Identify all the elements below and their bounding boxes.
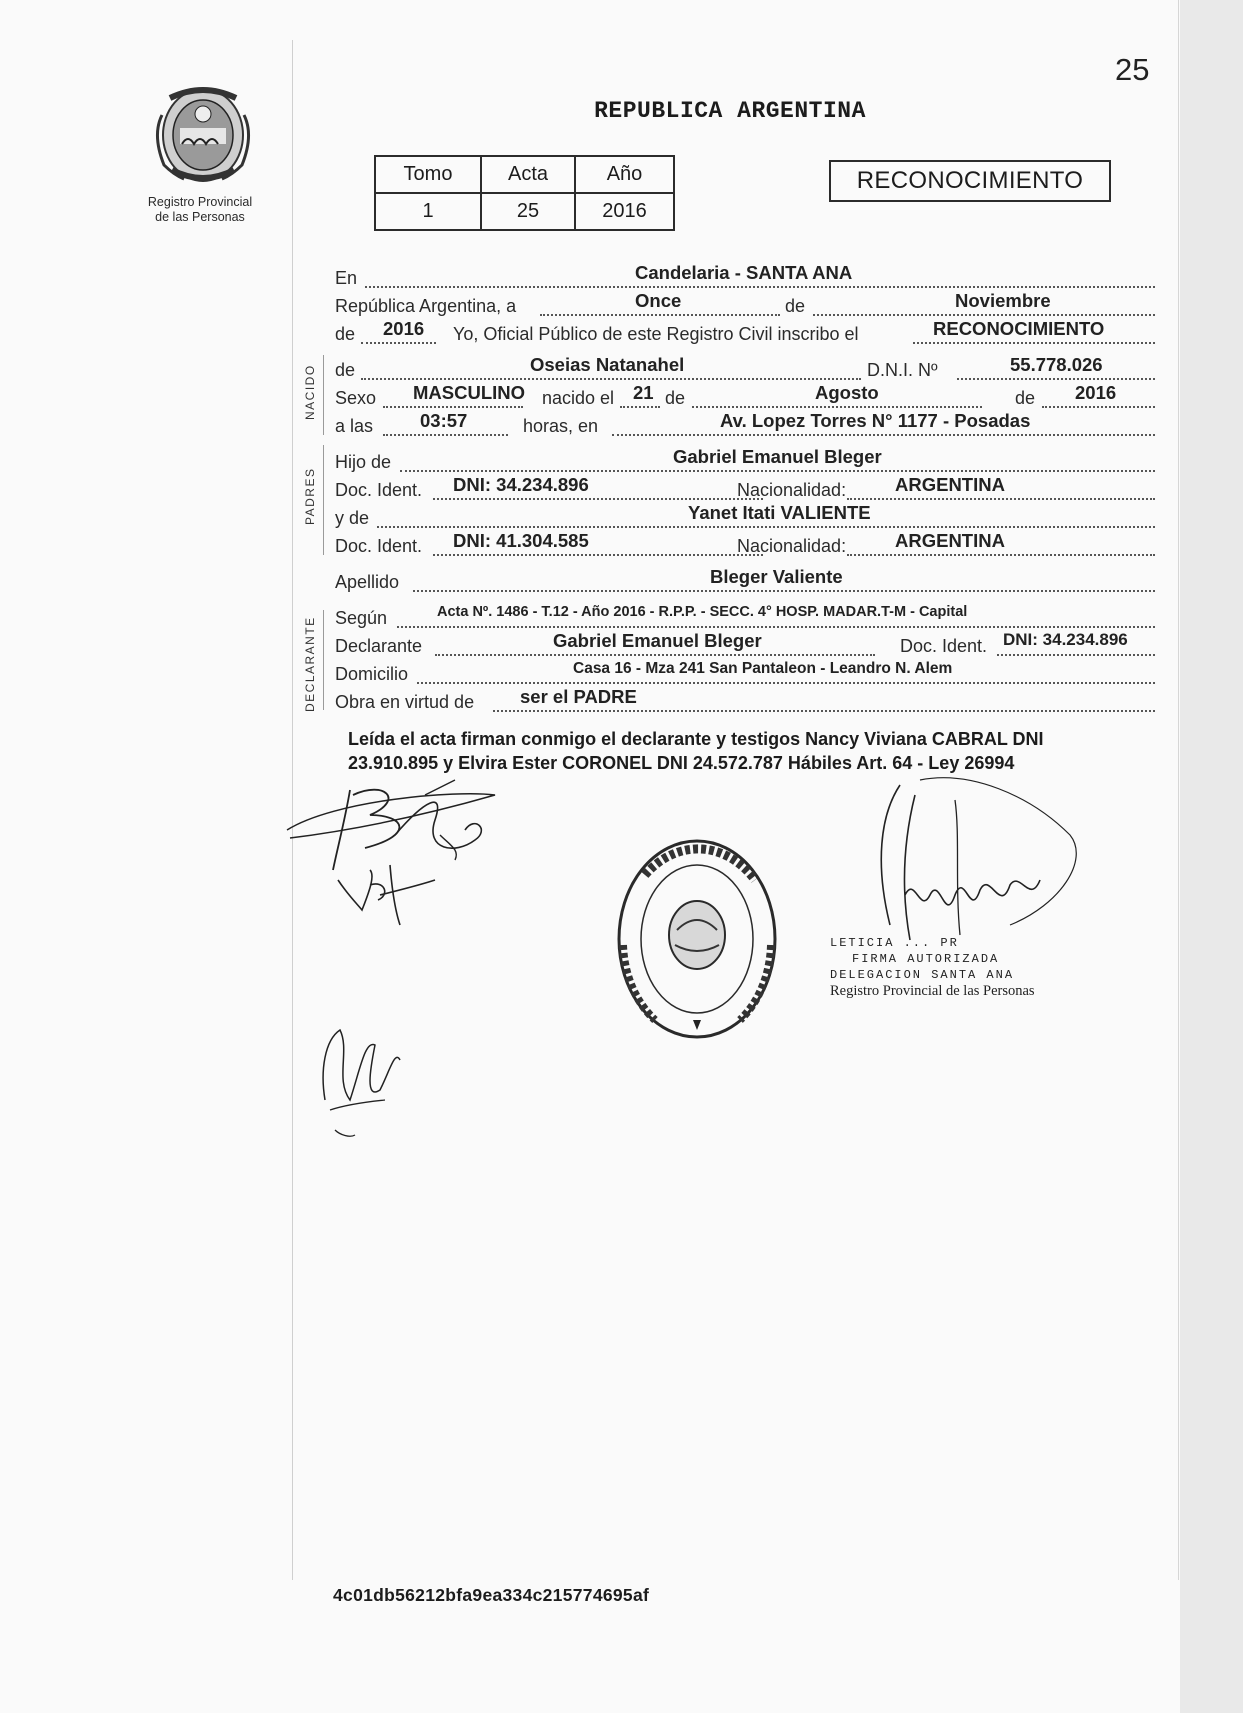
- row-obra: [335, 686, 1155, 714]
- act-type-box: RECONOCIMIENTO: [829, 160, 1111, 202]
- dotted-line: [413, 590, 1155, 592]
- value-ano: 2016: [575, 193, 674, 230]
- dotted-line: [383, 434, 508, 436]
- value-declarante-doc: DNI: 34.234.896: [1003, 630, 1128, 649]
- scan-margin: [1180, 0, 1243, 1713]
- label-a-las: a las: [335, 416, 374, 436]
- register-table-value-row: [375, 193, 674, 230]
- dotted-line: [692, 406, 982, 408]
- dotted-line: [435, 654, 875, 656]
- register-table-header-row: [375, 156, 674, 193]
- header-tomo: Tomo: [375, 156, 481, 193]
- label-de-year-birth: de: [1015, 388, 1036, 408]
- dotted-line: [361, 342, 436, 344]
- declarante-bracket: [323, 610, 324, 710]
- value-tomo: 1: [375, 193, 481, 230]
- witness-signature-2: [305, 1010, 415, 1150]
- dotted-line: [847, 498, 1155, 500]
- row-place: [335, 262, 1155, 290]
- document-hash: 4c01db56212bfa9ea334c215774695af: [333, 1585, 650, 1605]
- row-date: [335, 290, 1155, 318]
- row-segun: [335, 602, 1155, 630]
- label-de: de: [785, 296, 806, 316]
- row-father-doc: [335, 474, 1155, 502]
- value-birth-day: 21: [633, 382, 654, 403]
- official-stamp-line1: LETICIA ... PR: [830, 936, 959, 950]
- value-acta: 25: [481, 193, 575, 230]
- row-year: [335, 318, 1155, 346]
- label-apellido: Apellido: [335, 572, 400, 592]
- value-father-doc: DNI: 34.234.896: [453, 474, 589, 495]
- dotted-line: [361, 378, 861, 380]
- dotted-line: [397, 626, 1155, 628]
- label-de-name: de: [335, 360, 356, 380]
- value-declarante-name: Gabriel Emanuel Bleger: [553, 630, 762, 651]
- value-child-name: Oseias Natanahel: [530, 354, 685, 375]
- label-nacionalidad: Nacionalidad:: [737, 480, 847, 500]
- side-label-padres: PADRES: [303, 467, 317, 525]
- label-doc-ident-declarante: Doc. Ident.: [900, 636, 988, 656]
- official-stamp-text: [830, 935, 1035, 999]
- right-margin-rule: [1178, 0, 1179, 1580]
- value-mother-nationality: ARGENTINA: [895, 530, 1005, 551]
- row-mother-name: [335, 502, 1155, 530]
- dotted-line: [400, 470, 1155, 472]
- label-nacido-el: nacido el: [542, 388, 615, 408]
- row-sex-birth: [335, 382, 1155, 410]
- witness-signature-1: [330, 850, 450, 940]
- label-domicilio: Domicilio: [335, 664, 409, 684]
- value-birth-month: Agosto: [815, 382, 879, 403]
- dotted-line: [540, 314, 780, 316]
- row-domicilio: [335, 658, 1155, 686]
- label-en: En: [335, 268, 358, 288]
- value-mother-name: Yanet Itati VALIENTE: [688, 502, 871, 523]
- value-domicilio: Casa 16 - Mza 241 San Pantaleon - Leandro N. Alem: [573, 660, 953, 677]
- side-label-nacido: NACIDO: [303, 364, 317, 420]
- dotted-line: [913, 342, 1155, 344]
- value-day: Once: [635, 290, 682, 311]
- row-birth-time-place: [335, 410, 1155, 438]
- label-yo: Yo, Oficial Público de este Registro Civil inscribo el: [453, 324, 859, 344]
- row-apellido: [335, 566, 1155, 594]
- row-father-name: [335, 446, 1155, 474]
- value-apellido: Bleger Valiente: [710, 566, 843, 587]
- misiones-crest-logo: [148, 80, 258, 188]
- dotted-line: [997, 654, 1155, 656]
- padres-bracket: [323, 445, 324, 555]
- side-label-declarante: DECLARANTE: [303, 616, 317, 712]
- header-acta: Acta: [481, 156, 575, 193]
- crest-caption: [130, 195, 270, 225]
- value-birth-place: Av. Lopez Torres N° 1177 - Posadas: [720, 410, 1031, 431]
- closing-statement: Leída el acta firman conmigo el declarante y testigos Nancy Viviana CABRAL DNI 23.910.895 y Elvira Ester CORONEL DNI 24.572.787 Hábiles Art. 64 - Ley 26994: [348, 729, 1044, 773]
- official-stamp-line2: FIRMA AUTORIZADA: [852, 952, 1000, 966]
- label-sexo: Sexo: [335, 388, 377, 408]
- value-month: Noviembre: [955, 290, 1051, 311]
- dotted-line: [493, 710, 1155, 712]
- value-birth-time: 03:57: [420, 410, 468, 431]
- dotted-line: [383, 406, 523, 408]
- value-mother-doc: DNI: 41.304.585: [453, 530, 589, 551]
- crest-caption-line2: de las Personas: [155, 210, 245, 224]
- row-declarante: [335, 630, 1155, 658]
- label-dni: D.N.I. Nº: [867, 360, 938, 380]
- value-birth-year: 2016: [1075, 382, 1117, 403]
- dotted-line: [433, 498, 763, 500]
- official-signature: [860, 775, 1100, 955]
- dotted-line: [847, 554, 1155, 556]
- nacido-bracket: [323, 355, 324, 435]
- label-republica: República Argentina, a: [335, 296, 517, 316]
- dotted-line: [612, 434, 1155, 436]
- label-doc-ident-mother: Doc. Ident.: [335, 536, 423, 556]
- dotted-line: [433, 554, 763, 556]
- label-doc-ident: Doc. Ident.: [335, 480, 423, 500]
- value-place: Candelaria - SANTA ANA: [635, 262, 853, 283]
- dotted-line: [620, 406, 660, 408]
- label-hijo-de: Hijo de: [335, 452, 392, 472]
- official-stamp-line4: Registro Provincial de las Personas: [830, 983, 1035, 999]
- dotted-line: [417, 682, 1155, 684]
- value-father-name: Gabriel Emanuel Bleger: [673, 446, 882, 467]
- dotted-line: [813, 314, 1155, 316]
- dotted-line: [957, 378, 1155, 380]
- value-father-nationality: ARGENTINA: [895, 474, 1005, 495]
- label-nacionalidad-mother: Nacionalidad:: [737, 536, 847, 556]
- dotted-line: [365, 286, 1155, 288]
- label-de-month: de: [665, 388, 686, 408]
- value-year: 2016: [383, 318, 425, 339]
- dotted-line: [1042, 406, 1155, 408]
- value-act-inscribed: RECONOCIMIENTO: [933, 318, 1105, 339]
- row-child-name: [335, 354, 1155, 382]
- row-mother-doc: [335, 530, 1155, 558]
- value-segun: Acta Nº. 1486 - T.12 - Año 2016 - R.P.P. - SECC. 4° HOSP. MADAR.T-M - Capital: [437, 604, 968, 620]
- label-declarante: Declarante: [335, 636, 423, 656]
- value-sexo: MASCULINO: [413, 382, 526, 403]
- register-table: [374, 155, 675, 231]
- value-obra: ser el PADRE: [520, 686, 637, 707]
- label-horas: horas, en: [523, 416, 599, 436]
- label-obra: Obra en virtud de: [335, 692, 475, 712]
- value-child-dni: 55.778.026: [1010, 354, 1103, 375]
- dotted-line: [377, 526, 1155, 528]
- label-segun: Según: [335, 608, 388, 628]
- label-de-year: de: [335, 324, 356, 344]
- page-number: 25: [1115, 52, 1150, 87]
- official-stamp-line3: DELEGACION SANTA ANA: [830, 968, 1015, 982]
- label-y-de: y de: [335, 508, 370, 528]
- country-title: REPUBLICA ARGENTINA: [594, 98, 866, 124]
- crest-caption-line1: Registro Provincial: [147, 195, 253, 209]
- header-ano: Año: [575, 156, 674, 193]
- registry-seal-stamp: [615, 835, 780, 1050]
